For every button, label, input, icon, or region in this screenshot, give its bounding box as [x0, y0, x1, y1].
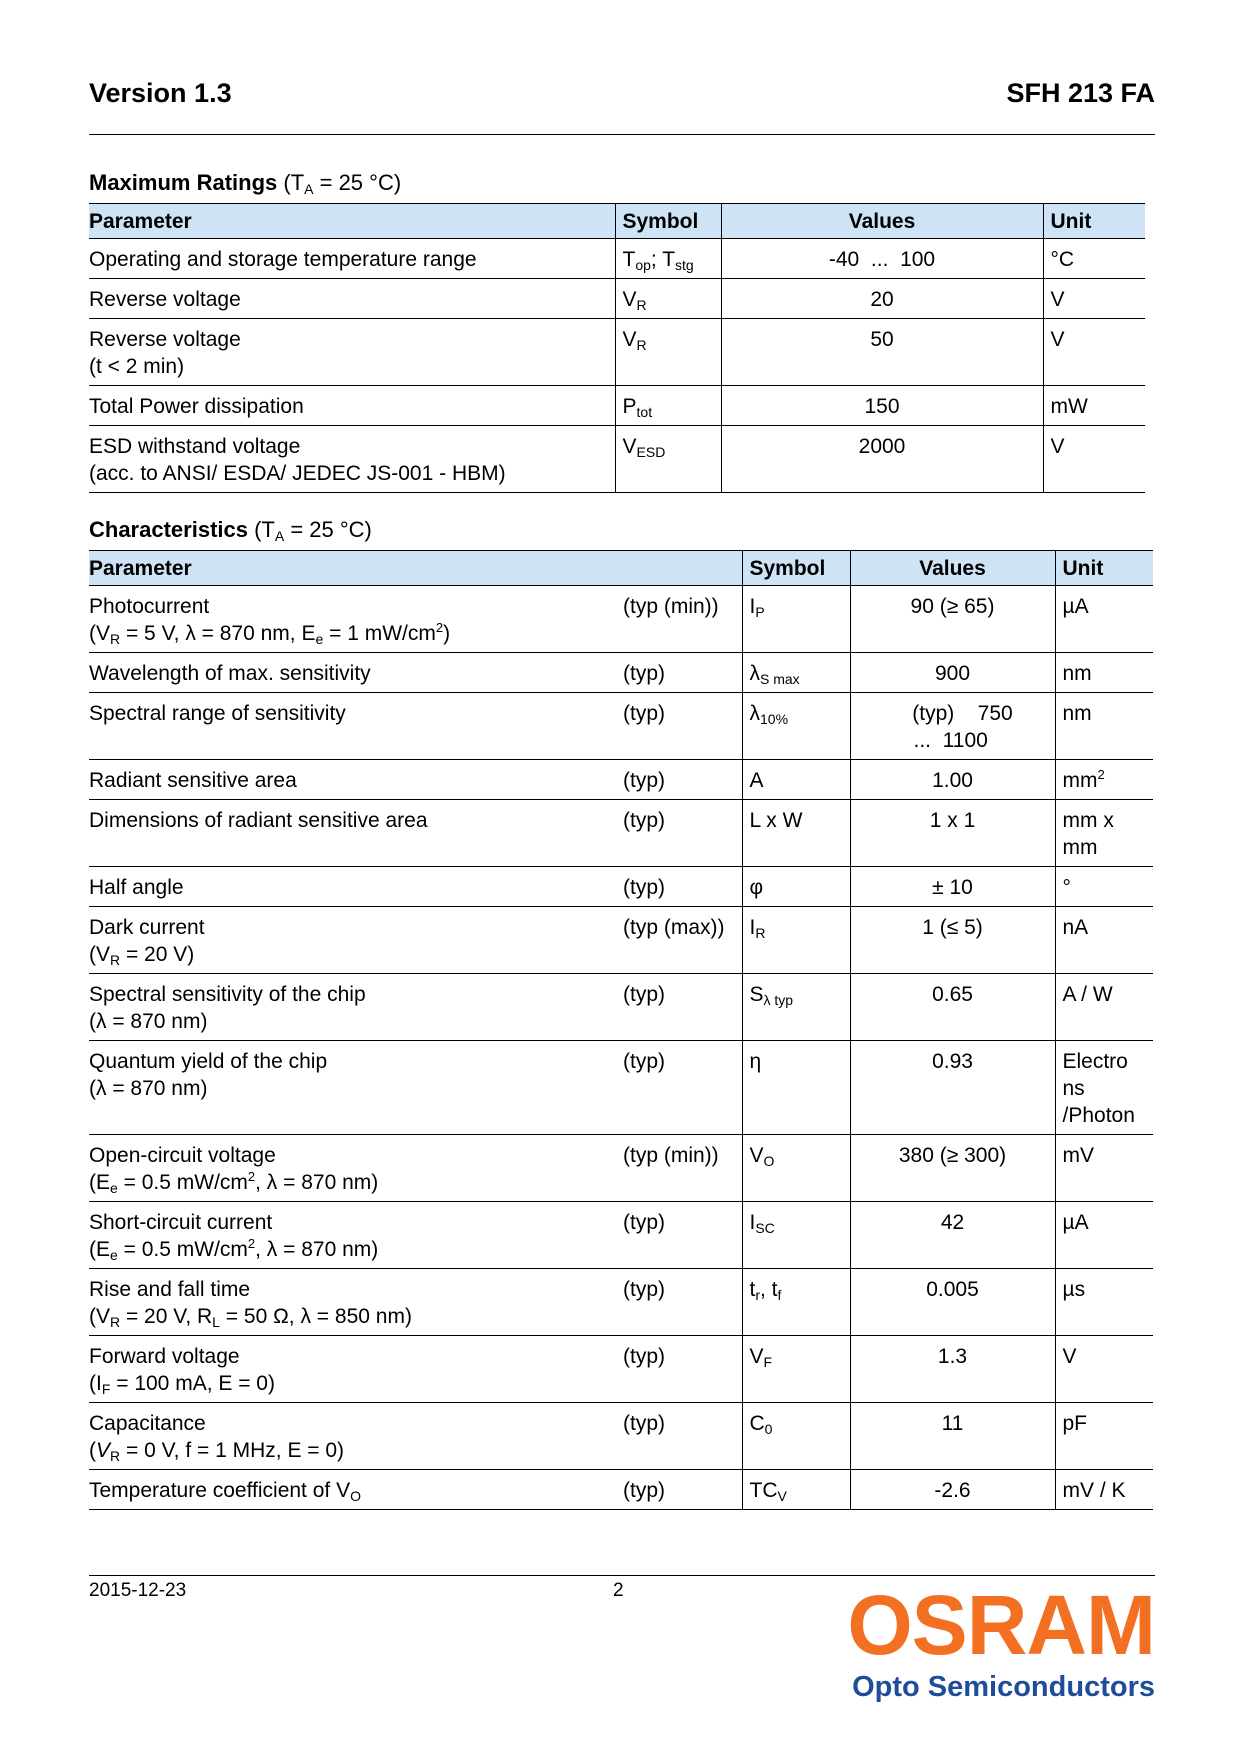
table-row: [89, 974, 1153, 1041]
param-cell: Wavelength of max. sensitivity (typ): [89, 653, 742, 693]
col-unit: Unit: [1055, 551, 1153, 586]
table-row: [89, 760, 1153, 800]
param-cell: Spectral sensitivity of the chip (λ = 870 nm) (typ): [89, 974, 742, 1041]
table-row: [89, 907, 1153, 974]
param-cell: Capacitance ($V_R = 0$ V, f = 1 MHz, E = 0) (typ): [89, 1403, 742, 1470]
param-cell: Forward voltage ($I_F = 100$ mA, E = 0) (typ): [89, 1336, 742, 1403]
qualifier: (typ): [623, 662, 665, 685]
symbol-cell: $P_{tot}$: [615, 386, 721, 426]
brand-wordmark: OSRAM: [847, 1578, 1155, 1672]
value-cell: 2000: [721, 426, 1043, 493]
col-symbol: Symbol: [615, 204, 721, 239]
symbol-cell: A: [742, 760, 850, 800]
unit-cell: mV: [1055, 1135, 1153, 1202]
unit-cell: µs: [1055, 1269, 1153, 1336]
osram-logo: [847, 1578, 1155, 1705]
value-cell: 0.65: [850, 974, 1055, 1041]
version-label: Version 1.3: [89, 78, 232, 108]
value-cell: -40 ... 100: [721, 239, 1043, 279]
param-cell: Open-circuit voltage ($E_e = 0.5$ $mW/cm^2$, λ = 870 nm) (typ (min)): [89, 1135, 742, 1202]
value-cell: 42: [850, 1202, 1055, 1269]
table-row: [89, 867, 1153, 907]
unit-cell: mW: [1043, 386, 1145, 426]
symbol-cell: $V_O$: [742, 1135, 850, 1202]
qualifier: (typ): [623, 1479, 665, 1502]
value-cell: 900: [850, 653, 1055, 693]
value-cell: 1 (≤ 5): [850, 907, 1055, 974]
symbol-cell: $V_R$: [615, 319, 721, 386]
qualifier: (typ): [623, 769, 665, 792]
value-cell: 380 (≥ 300): [850, 1135, 1055, 1202]
table-row: [89, 653, 1153, 693]
value-cell: 1.3: [850, 1336, 1055, 1403]
table-header-row: [89, 551, 1153, 586]
col-symbol: Symbol: [742, 551, 850, 586]
qualifier: (typ): [623, 1278, 665, 1301]
symbol-cell: $\lambda_{10\%}$: [742, 693, 850, 760]
table-row: [89, 1135, 1153, 1202]
param-cell: Temperature coefficient of $V_O$ (typ): [89, 1470, 742, 1510]
qualifier: (typ (max)): [623, 916, 725, 939]
qualifier: (typ): [623, 809, 665, 832]
unit-cell: °C: [1043, 239, 1145, 279]
max-ratings-title: Maximum Ratings ($T_A = 25$ °C): [89, 170, 402, 197]
col-parameter: Parameter: [89, 204, 615, 239]
table-row: [89, 1470, 1153, 1510]
qualifier: (typ): [623, 983, 665, 1006]
value-cell: 11: [850, 1403, 1055, 1470]
symbol-cell: $I_P$: [742, 586, 850, 653]
unit-cell: µA: [1055, 586, 1153, 653]
unit-cell: µA: [1055, 1202, 1153, 1269]
part-number: SFH 213 FA: [1006, 78, 1155, 108]
value-cell: 0.93: [850, 1041, 1055, 1135]
table-row: [89, 1403, 1153, 1470]
value-cell: -2.6: [850, 1470, 1055, 1510]
table-row: [89, 693, 1153, 760]
symbol-cell: $C_0$: [742, 1403, 850, 1470]
param-cell: Quantum yield of the chip (λ = 870 nm) (typ): [89, 1041, 742, 1135]
table-row: [89, 586, 1153, 653]
param-cell: Reverse voltage (t < 2 min): [89, 319, 615, 386]
characteristics-title: Characteristics ($T_A = 25$ °C): [89, 517, 372, 544]
unit-cell: $mm^2$: [1055, 760, 1153, 800]
param-cell: Total Power dissipation: [89, 386, 615, 426]
param-cell: Short-circuit current ($E_e = 0.5$ $mW/cm^2$, λ = 870 nm) (typ): [89, 1202, 742, 1269]
max-ratings-table: [89, 203, 1145, 493]
value-cell: ± 10: [850, 867, 1055, 907]
param-cell: Spectral range of sensitivity (typ): [89, 693, 742, 760]
symbol-cell: $V_R$: [615, 279, 721, 319]
param-cell: Dark current ($V_R = 20$ V) (typ (max)): [89, 907, 742, 974]
symbol-cell: $TC_V$: [742, 1470, 850, 1510]
value-cell: 20: [721, 279, 1043, 319]
page-header: [89, 78, 1155, 114]
param-cell: Photocurrent ($V_R = 5$ V, λ = 870 nm, $E_e = 1$ $mW/cm^2$) (typ (min)): [89, 586, 742, 653]
param-cell: Dimensions of radiant sensitive area (typ): [89, 800, 742, 867]
qualifier: (typ): [623, 1345, 665, 1368]
table-row: [89, 800, 1153, 867]
param-cell: Half angle (typ): [89, 867, 742, 907]
table-row: [89, 386, 1145, 426]
value-cell: 150: [721, 386, 1043, 426]
page-number: 2: [613, 1580, 624, 1601]
param-cell: ESD withstand voltage (acc. to ANSI/ ESDA/ JEDEC JS-001 - HBM): [89, 426, 615, 493]
characteristics-table: [89, 550, 1153, 1510]
table-row: [89, 1202, 1153, 1269]
value-cell: 90 (≥ 65): [850, 586, 1055, 653]
value-cell: 50: [721, 319, 1043, 386]
unit-cell: mV / K: [1055, 1470, 1153, 1510]
footer-date: 2015-12-23: [89, 1580, 187, 1601]
value-cell: 0.005: [850, 1269, 1055, 1336]
qualifier: (typ): [623, 1050, 665, 1073]
unit-cell: nm: [1055, 693, 1153, 760]
brand-tagline: Opto Semiconductors: [852, 1671, 1155, 1703]
col-values: Values: [850, 551, 1055, 586]
value-cell: (typ) 750 ... 1100: [850, 693, 1055, 760]
qualifier: (typ): [623, 1412, 665, 1435]
table-row: [89, 1269, 1153, 1336]
unit-cell: V: [1043, 426, 1145, 493]
col-unit: Unit: [1043, 204, 1145, 239]
unit-cell: °: [1055, 867, 1153, 907]
header-rule: [89, 134, 1155, 135]
symbol-cell: φ: [742, 867, 850, 907]
symbol-cell: $t_r$, $t_f$: [742, 1269, 850, 1336]
symbol-cell: $I_R$: [742, 907, 850, 974]
unit-cell: V: [1043, 279, 1145, 319]
symbol-cell: $I_{SC}$: [742, 1202, 850, 1269]
footer-rule: [89, 1575, 1155, 1576]
unit-cell: A / W: [1055, 974, 1153, 1041]
unit-cell: nm: [1055, 653, 1153, 693]
unit-cell: pF: [1055, 1403, 1153, 1470]
col-parameter: Parameter: [89, 551, 742, 586]
symbol-cell: $\lambda_{S max}$: [742, 653, 850, 693]
table-row: [89, 1041, 1153, 1135]
symbol-cell: $S_{\lambda typ}$: [742, 974, 850, 1041]
qualifier: (typ): [623, 876, 665, 899]
table-row: [89, 426, 1145, 493]
table-row: [89, 1336, 1153, 1403]
table-row: [89, 279, 1145, 319]
symbol-cell: $T_{op}$; $T_{stg}$: [615, 239, 721, 279]
symbol-cell: $V_F$: [742, 1336, 850, 1403]
symbol-cell: L x W: [742, 800, 850, 867]
qualifier: (typ): [623, 1211, 665, 1234]
qualifier: (typ (min)): [623, 1144, 719, 1167]
col-values: Values: [721, 204, 1043, 239]
table-row: [89, 239, 1145, 279]
symbol-cell: η: [742, 1041, 850, 1135]
table-row: [89, 319, 1145, 386]
qualifier: (typ (min)): [623, 595, 719, 618]
unit-cell: nA: [1055, 907, 1153, 974]
param-cell: Reverse voltage: [89, 279, 615, 319]
table-header-row: [89, 204, 1145, 239]
unit-cell: V: [1055, 1336, 1153, 1403]
qualifier: (typ): [623, 702, 665, 725]
param-cell: Operating and storage temperature range: [89, 239, 615, 279]
unit-cell: V: [1043, 319, 1145, 386]
unit-cell: mm x mm: [1055, 800, 1153, 867]
unit-cell: Electro ns /Photon: [1055, 1041, 1153, 1135]
param-cell: Radiant sensitive area (typ): [89, 760, 742, 800]
symbol-cell: $V_{ESD}$: [615, 426, 721, 493]
value-cell: 1 x 1: [850, 800, 1055, 867]
param-cell: Rise and fall time ($V_R = 20$ V, $R_L = 50$ Ω, λ = 850 nm) (typ): [89, 1269, 742, 1336]
value-cell: 1.00: [850, 760, 1055, 800]
